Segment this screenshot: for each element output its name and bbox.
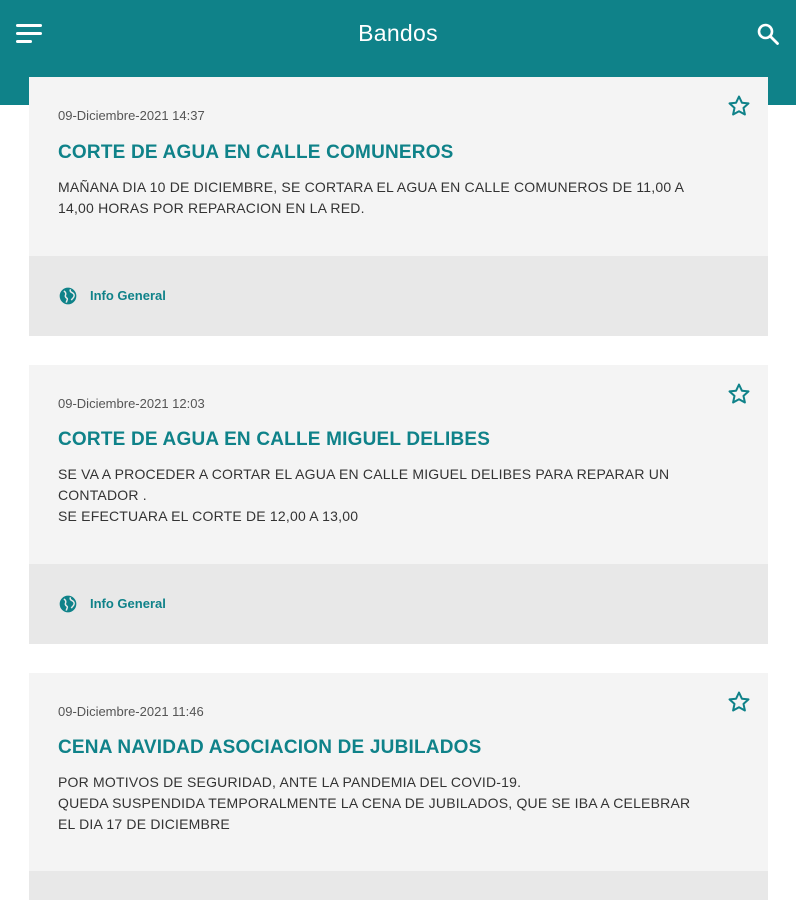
category-label[interactable]: Info General — [90, 596, 166, 611]
bando-date: 09-Diciembre-2021 11:46 — [58, 704, 204, 719]
globe-icon — [58, 594, 78, 614]
bando-text: SE VA A PROCEDER A CORTAR EL AGUA EN CALLE MIGUEL DELIBES PARA REPARAR UN CONTADOR . SE EFECTUARA EL CORTE DE 12,00 A 13,00 — [58, 466, 670, 524]
bando-card[interactable] — [29, 77, 768, 336]
bando-date: 09-Diciembre-2021 12:03 — [58, 396, 205, 411]
category-label[interactable]: Info General — [90, 288, 166, 303]
bando-card[interactable] — [29, 365, 768, 644]
search-icon[interactable] — [756, 22, 780, 46]
bando-footer — [29, 564, 768, 644]
bando-footer — [29, 256, 768, 336]
star-outline-icon[interactable] — [727, 690, 751, 714]
bando-date: 09-Diciembre-2021 14:37 — [58, 108, 205, 123]
star-outline-icon[interactable] — [727, 382, 751, 406]
bando-footer — [29, 871, 768, 900]
star-outline-icon[interactable] — [727, 94, 751, 118]
bando-title[interactable]: CORTE DE AGUA EN CALLE MIGUEL DELIBES — [58, 429, 491, 450]
bando-text: MAÑANA DIA 10 DE DICIEMBRE, SE CORTARA EL AGUA EN CALLE COMUNEROS DE 11,00 A 14,00 HORAS POR REPARACION EN LA RED. — [58, 179, 685, 216]
bando-title[interactable]: CENA NAVIDAD ASOCIACION DE JUBILADOS — [58, 737, 482, 758]
globe-icon — [58, 286, 78, 306]
bando-card[interactable] — [29, 673, 768, 900]
bando-text: POR MOTIVOS DE SEGURIDAD, ANTE LA PANDEMIA DEL COVID-19. QUEDA SUSPENDIDA TEMPORALMENTE LA CENA DE JUBILADOS, QUE SE IBA A CELEBRAR EL DIA 17 DE DICIEMBRE — [58, 774, 691, 832]
page-title: Bandos — [358, 20, 438, 46]
bando-title[interactable]: CORTE DE AGUA EN CALLE COMUNEROS — [58, 142, 454, 163]
